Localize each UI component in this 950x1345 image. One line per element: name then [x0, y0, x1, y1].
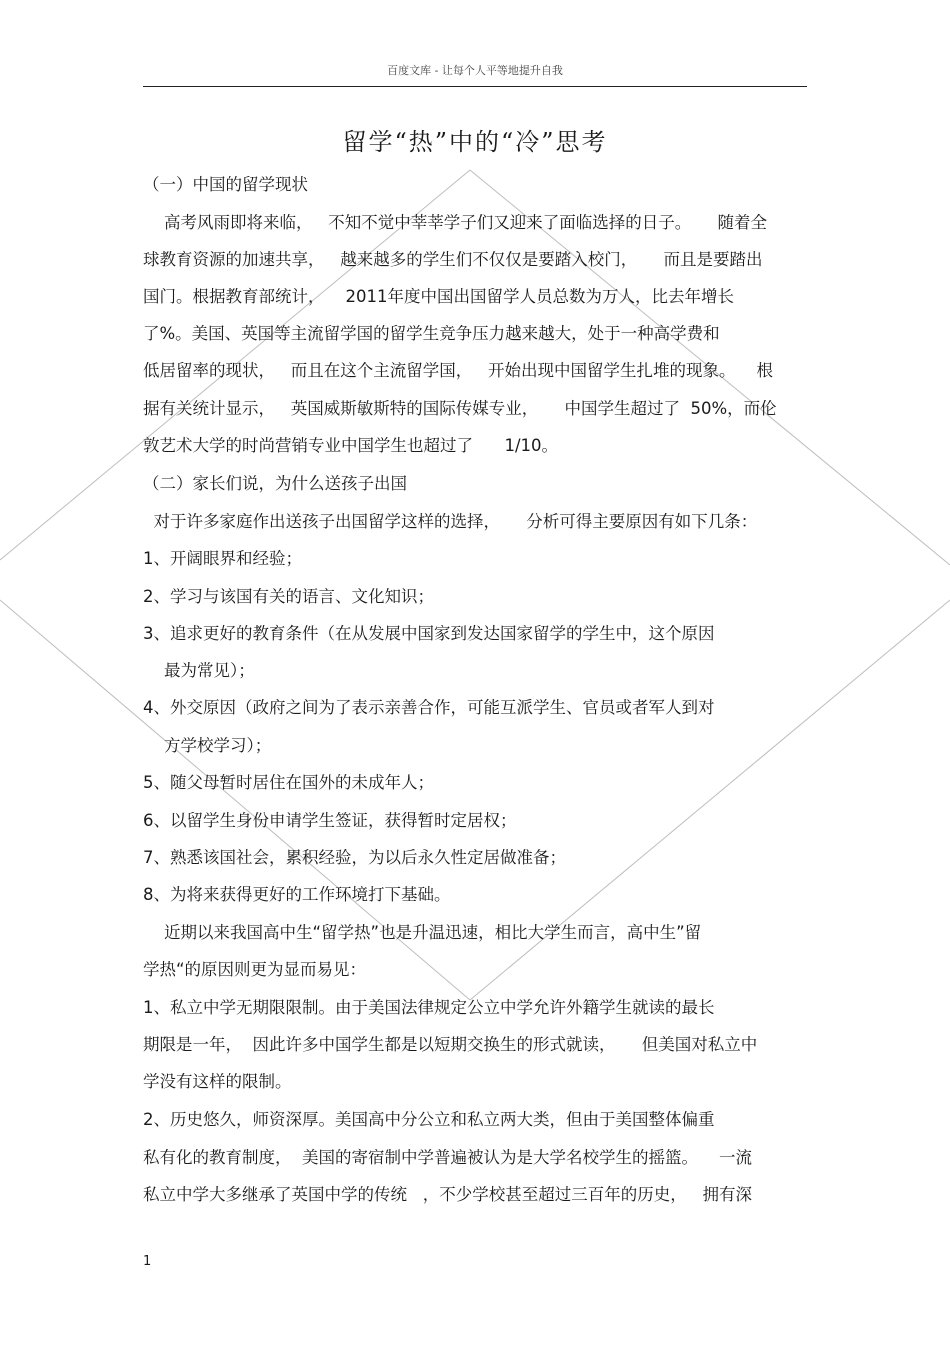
list-item: 4、外交原因（政府之间为了表示亲善合作，可能互派学生、官员或者军人到对	[143, 698, 715, 717]
paragraph-line: 对于许多家庭作出送孩子出国留学这样的选择， 分析可得主要原因有如下几条：	[143, 512, 758, 531]
list-item: 2、学习与该国有关的语言、文化知识；	[143, 587, 434, 606]
section-heading: （二）家长们说，为什么送孩子出国	[143, 474, 407, 493]
list-item: 3、追求更好的教育条件（在从发展中国家到发达国家留学的学生中，这个原因	[143, 624, 715, 643]
paragraph-line: 据有关统计显示， 英国威斯敏斯特的国际传媒专业， 中国学生超过了 50%，而伦	[143, 399, 777, 418]
list-item-continuation: 方学校学习）；	[143, 736, 272, 755]
page-header: 百度文库 - 让每个人平等地提升自我	[387, 64, 563, 77]
paragraph-line: 期限是一年， 因此许多中国学生都是以短期交换生的形式就读， 但美国对私立中	[143, 1035, 758, 1054]
list-item: 1、私立中学无期限限制。由于美国法律规定公立中学允许外籍学生就读的最长	[143, 998, 715, 1017]
list-item-continuation: 最为常见）；	[143, 661, 255, 680]
list-item: 5、随父母暂时居住在国外的未成年人；	[143, 773, 434, 792]
paragraph-line: 国门。根据教育部统计， 2011年度中国出国留学人员总数为万人，比去年增长	[143, 287, 734, 306]
paragraph-line: 近期以来我国高中生“留学热”也是升温迅速，相比大学生而言，高中生”留	[143, 923, 702, 942]
paragraph-line: 私立中学大多继承了英国中学的传统 ，不少学校甚至超过三百年的历史， 拥有深	[143, 1185, 752, 1204]
list-item: 2、历史悠久，师资深厚。美国高中分公立和私立两大类，但由于美国整体偏重	[143, 1110, 715, 1129]
document-title: 留学“热”中的“冷”思考	[342, 128, 608, 156]
list-item: 6、以留学生身份申请学生签证，获得暂时定居权；	[143, 811, 517, 830]
paragraph-line: 学没有这样的限制。	[143, 1072, 292, 1091]
paragraph-line: 高考风雨即将来临， 不知不觉中莘莘学子们又迎来了面临选择的日子。 随着全	[143, 213, 767, 232]
paragraph-line: 敦艺术大学的时尚营销专业中国学生也超过了 1/10。	[143, 436, 559, 455]
paragraph-line: 学热“的原因则更为显而易见：	[143, 960, 367, 979]
paragraph-line: 低居留率的现状， 而且在这个主流留学国， 开始出现中国留学生扎堆的现象。 根	[143, 361, 773, 380]
page-number: 1	[143, 1254, 152, 1269]
header-rule	[143, 86, 807, 87]
list-item: 1、开阔眼界和经验；	[143, 549, 302, 568]
list-item: 8、为将来获得更好的工作环境打下基础。	[143, 885, 451, 904]
list-item: 7、熟悉该国社会，累积经验，为以后永久性定居做准备；	[143, 848, 566, 867]
paragraph-line: 球教育资源的加速共享， 越来越多的学生们不仅仅是要踏入校门， 而且是要踏出	[143, 250, 763, 269]
paragraph-line: 私有化的教育制度， 美国的寄宿制中学普遍被认为是大学名校学生的摇篮。 一流	[143, 1148, 752, 1167]
section-heading: （一）中国的留学现状	[143, 175, 308, 194]
paragraph-line: 了%。美国、英国等主流留学国的留学生竞争压力越来越大，处于一种高学费和	[143, 324, 720, 343]
